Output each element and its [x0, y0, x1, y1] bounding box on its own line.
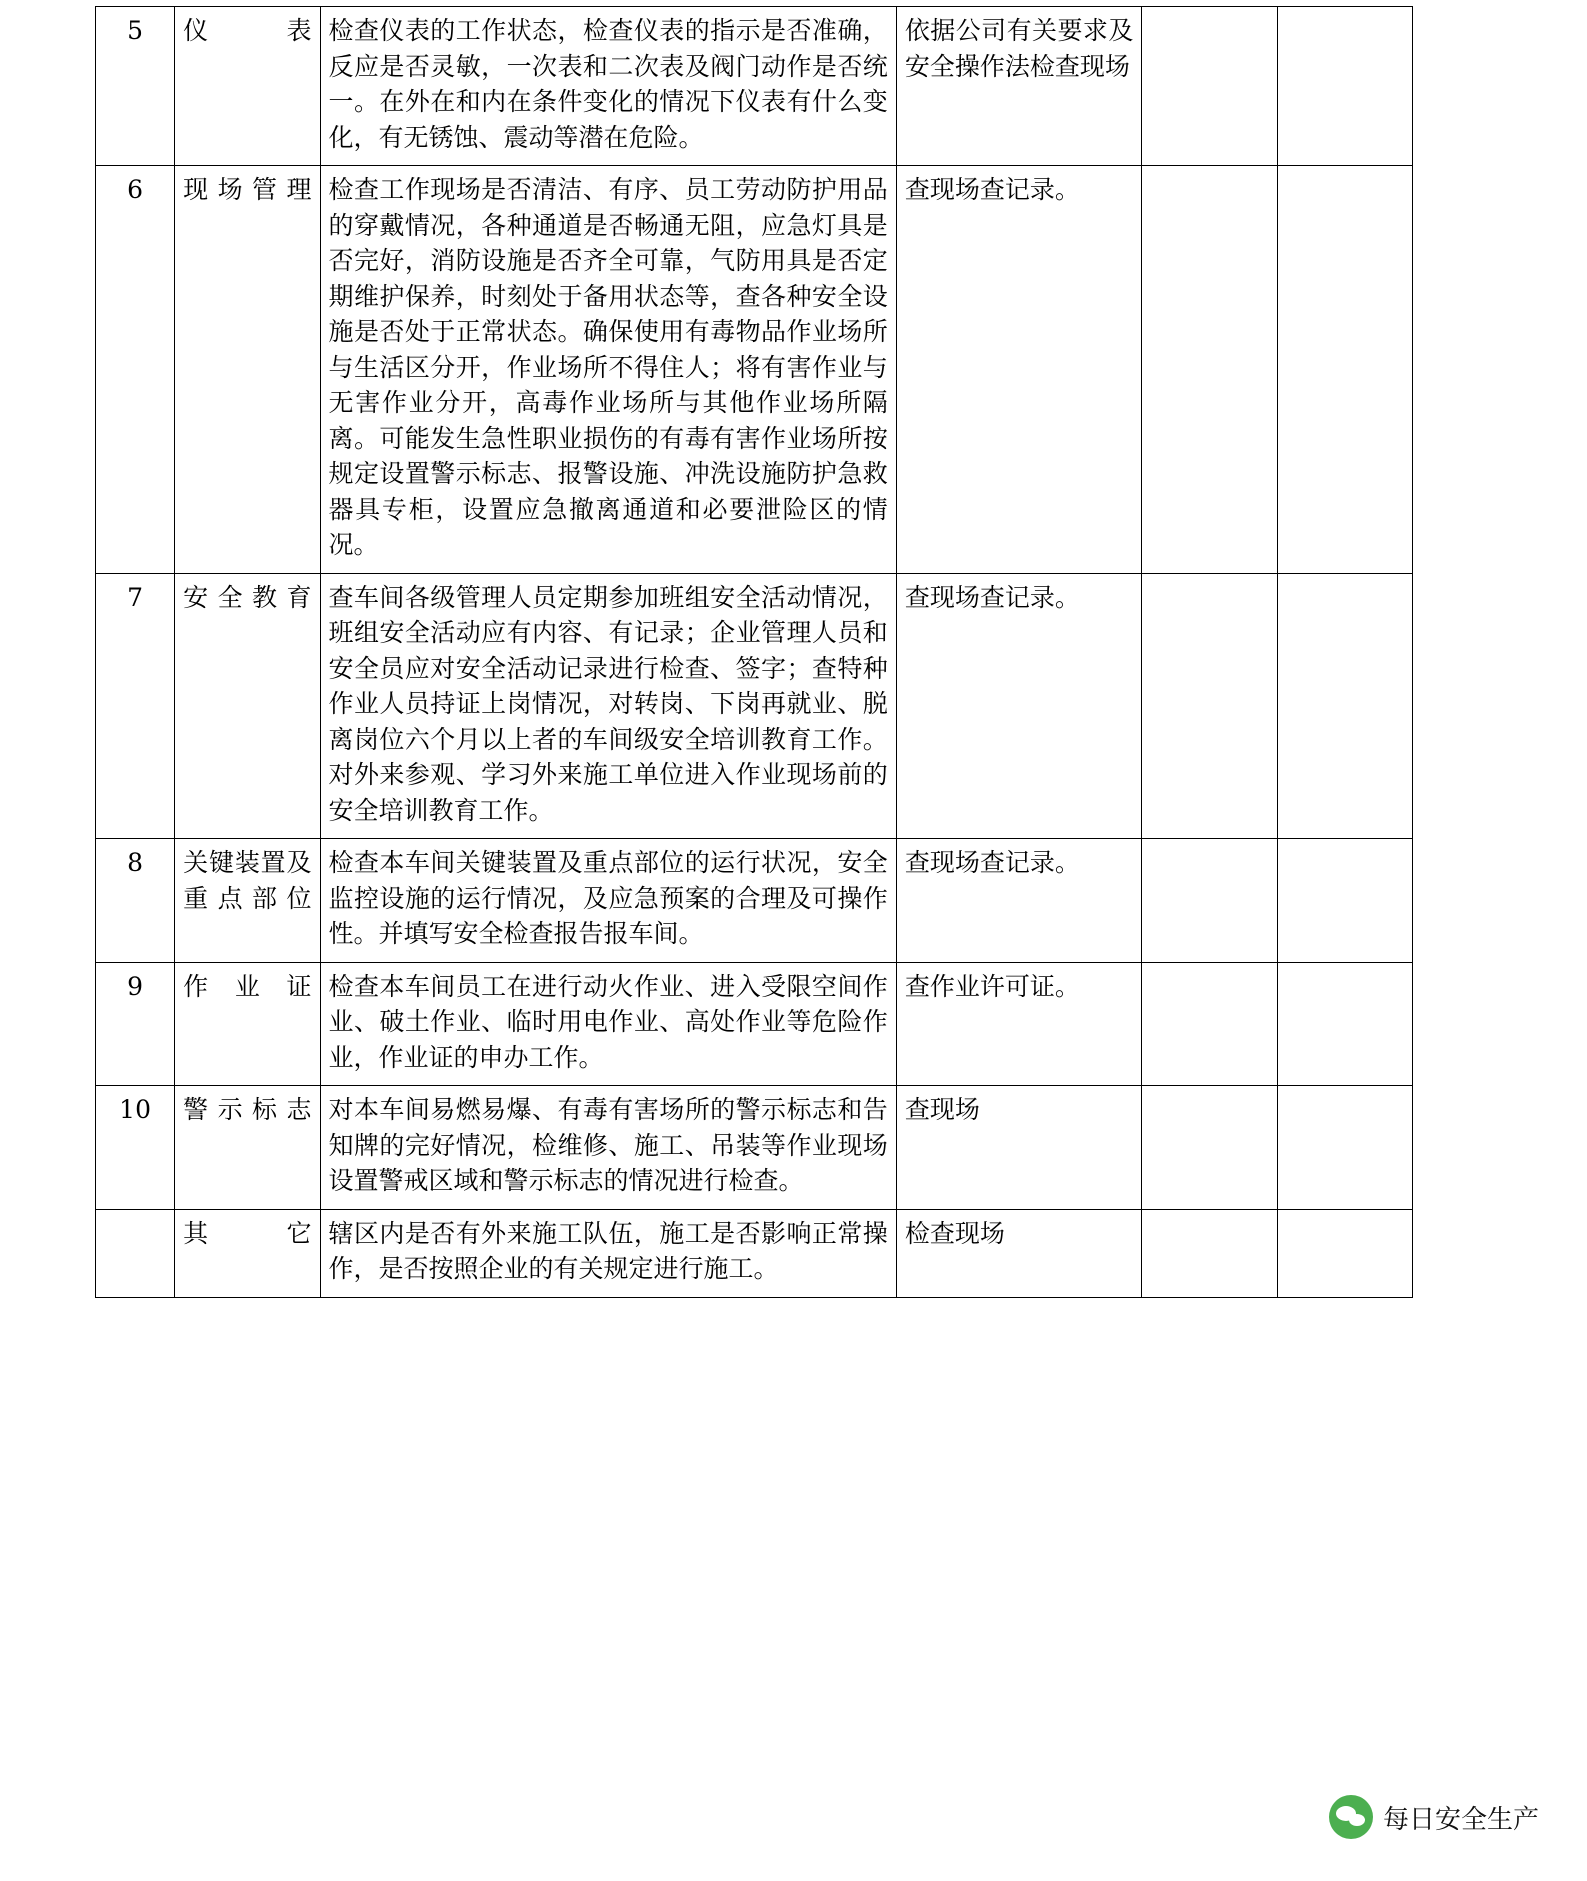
row-item: 其它 [183, 1218, 312, 1248]
wechat-icon [1329, 1795, 1373, 1839]
row-content: 检查工作现场是否清洁、有序、员工劳动防护用品的穿戴情况，各种通道是否畅通无阻，应急灯具是否完好，消防设施是否齐全可靠，气防用具是否定期维护保养，时刻处于备用状态等，查各种安全设施是否处于正常状态。确保使用有毒物品作业场所与生活区分开，作业场所不得住人；将有害作业与无害作业分开，高毒作业场所与其他作业场所隔离。可能发生急性职业损伤的有毒有害作业场所按规定设置警示标志、报警设施、冲洗设施防护急救器具专柜，设置应急撤离通道和必要泄险区的情况。 [328, 175, 888, 559]
row-content: 辖区内是否有外来施工队伍，施工是否影响正常操作，是否按照企业的有关规定进行施工。 [328, 1218, 888, 1283]
row-blank-cell-2 [1277, 962, 1412, 1086]
row-blank-cell-2 [1277, 1209, 1412, 1297]
row-item-cell [175, 1086, 320, 1210]
row-blank-cell-1 [1142, 839, 1277, 963]
row-method-cell [896, 839, 1142, 963]
row-number: 7 [127, 582, 144, 612]
row-method-cell [896, 573, 1142, 839]
row-content-cell [320, 1209, 896, 1297]
row-content-cell [320, 573, 896, 839]
row-number: 5 [127, 16, 144, 45]
row-blank-cell-2 [1277, 7, 1412, 166]
row-number: 9 [127, 971, 144, 1001]
row-number-cell [96, 1209, 175, 1297]
row-blank-cell-2 [1277, 839, 1412, 963]
row-blank-cell-2 [1277, 166, 1412, 574]
row-item: 作业证 [183, 971, 312, 1001]
row-content-cell [320, 962, 896, 1086]
row-content: 检查本车间员工在进行动火作业、进入受限空间作业、破土作业、临时用电作业、高处作业等危险作业，作业证的申办工作。 [328, 971, 888, 1072]
row-content: 检查本车间关键装置及重点部位的运行状况，安全监控设施的运行情况，及应急预案的合理及可操作性。并填写安全检查报告报车间。 [328, 848, 888, 948]
row-content: 查车间各级管理人员定期参加班组安全活动情况，班组安全活动应有内容、有记录；企业管理人员和安全员应对安全活动记录进行检查、签字；查特种作业人员持证上岗情况，对转岗、下岗再就业、脱离岗位六个月以上者的车间级安全培训教育工作。对外来参观、学习外来施工单位进入作业现场前的安全培训教育工作。 [328, 582, 888, 825]
row-item: 现场管理 [183, 175, 312, 204]
row-method: 查现场查记录。 [904, 848, 1080, 877]
row-item: 警示标志 [183, 1095, 312, 1124]
row-method: 检查现场 [904, 1218, 1005, 1248]
row-method-cell [896, 7, 1142, 166]
row-item: 关键装置及重点部位 [183, 848, 312, 913]
wechat-account-name: 每日安全生产 [1382, 1804, 1539, 1835]
row-content-cell [320, 7, 896, 166]
table-row [96, 7, 1413, 166]
row-content-cell [320, 1086, 896, 1210]
row-item-cell [175, 1209, 320, 1297]
row-method: 查现场查记录。 [904, 582, 1080, 612]
table-body [96, 7, 1413, 1298]
row-method: 依据公司有关要求及安全操作法检查现场 [904, 16, 1134, 81]
row-method-cell [896, 962, 1142, 1086]
row-content-cell [320, 166, 896, 574]
row-number: 10 [119, 1095, 151, 1124]
row-method: 查作业许可证。 [904, 971, 1080, 1001]
table-row [96, 839, 1413, 963]
table-row [96, 1086, 1413, 1210]
row-blank-cell-1 [1142, 573, 1277, 839]
table-row [96, 166, 1413, 574]
row-item-cell [175, 166, 320, 574]
row-content: 检查仪表的工作状态，检查仪表的指示是否准确，反应是否灵敏，一次表和二次表及阀门动作是否统一。在外在和内在条件变化的情况下仪表有什么变化，有无锈蚀、震动等潜在危险。 [328, 16, 888, 152]
row-number-cell [96, 1086, 175, 1210]
row-method: 查现场查记录。 [904, 175, 1080, 204]
row-blank-cell-1 [1142, 1086, 1277, 1210]
row-item-cell [175, 7, 320, 166]
row-number-cell [96, 166, 175, 574]
document-page [0, 6, 1587, 1881]
row-method-cell [896, 1086, 1142, 1210]
row-blank-cell-1 [1142, 962, 1277, 1086]
row-item-cell [175, 962, 320, 1086]
safety-checklist-table [95, 6, 1413, 1298]
row-blank-cell-2 [1277, 1086, 1412, 1210]
row-item: 安全教育 [183, 582, 312, 612]
wechat-watermark [1319, 1789, 1549, 1845]
row-blank-cell-2 [1277, 573, 1412, 839]
row-method-cell [896, 166, 1142, 574]
table-row [96, 573, 1413, 839]
row-blank-cell-1 [1142, 166, 1277, 574]
row-number-cell [96, 839, 175, 963]
row-number-cell [96, 573, 175, 839]
row-content: 对本车间易燃易爆、有毒有害场所的警示标志和告知牌的完好情况，检维修、施工、吊装等作业现场设置警戒区域和警示标志的情况进行检查。 [328, 1095, 888, 1195]
row-item-cell [175, 573, 320, 839]
row-item-cell [175, 839, 320, 963]
table-row [96, 1209, 1413, 1297]
row-method: 查现场 [904, 1095, 980, 1124]
row-number: 8 [127, 848, 144, 877]
row-number-cell [96, 962, 175, 1086]
row-blank-cell-1 [1142, 7, 1277, 166]
row-number-cell [96, 7, 175, 166]
row-content-cell [320, 839, 896, 963]
row-method-cell [896, 1209, 1142, 1297]
row-blank-cell-1 [1142, 1209, 1277, 1297]
table-row [96, 962, 1413, 1086]
row-item: 仪表 [183, 16, 312, 45]
row-number: 6 [127, 175, 144, 204]
